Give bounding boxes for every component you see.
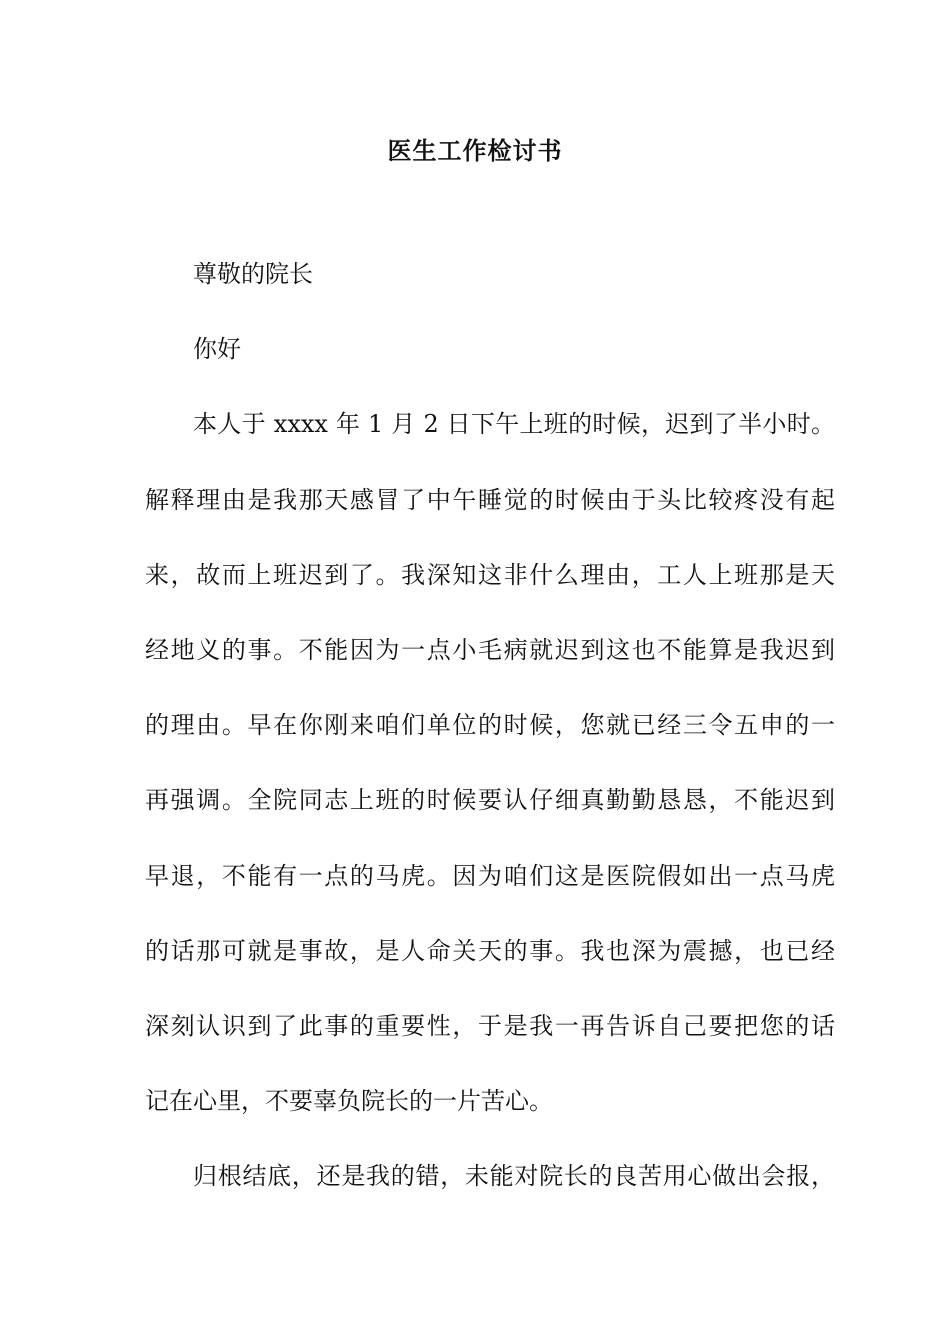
- paragraph-line: 解释理由是我那天感冒了中午睡觉的时候由于头比较疼没有起: [145, 485, 835, 514]
- paragraph-line: 记在心里，不要辜负院长的一片苦心。: [145, 1087, 553, 1116]
- paragraph-line: 来，故而上班迟到了。我深知这非什么理由，工人上班那是天: [145, 560, 835, 589]
- salutation: 尊敬的院长: [193, 260, 313, 288]
- paragraph-line: 本人于 xxxx 年 1 月 2 日下午上班的时候，迟到了半小时。: [193, 410, 835, 439]
- paragraph-line: 深刻认识到了此事的重要性，于是我一再告诉自己要把您的话: [145, 1011, 835, 1040]
- paragraph-line: 的话那可就是事故，是人命关天的事。我也深为震撼，也已经: [145, 936, 835, 965]
- paragraph-line: 的理由。早在你刚来咱们单位的时候，您就已经三令五申的一: [145, 711, 835, 740]
- document-body: [145, 256, 835, 1233]
- greeting: 你好: [193, 335, 241, 364]
- body-paragraph-2: [145, 1158, 835, 1196]
- paragraph-line: 经地义的事。不能因为一点小毛病就迟到这也不能算是我迟到: [145, 635, 835, 664]
- document-title: 医生工作检讨书: [387, 136, 563, 165]
- paragraph-line: 归根结底，还是我的错，未能对院长的良苦用心做出会报，: [193, 1162, 835, 1191]
- paragraph-line: 再强调。全院同志上班的时候要认仔细真勤勤恳恳，不能迟到: [145, 786, 835, 815]
- greeting-paragraph: [145, 331, 835, 369]
- salutation-paragraph: [145, 256, 835, 294]
- paragraph-line: 早退，不能有一点的马虎。因为咱们这是医院假如出一点马虎: [145, 861, 835, 890]
- body-paragraph-1: [145, 406, 835, 1120]
